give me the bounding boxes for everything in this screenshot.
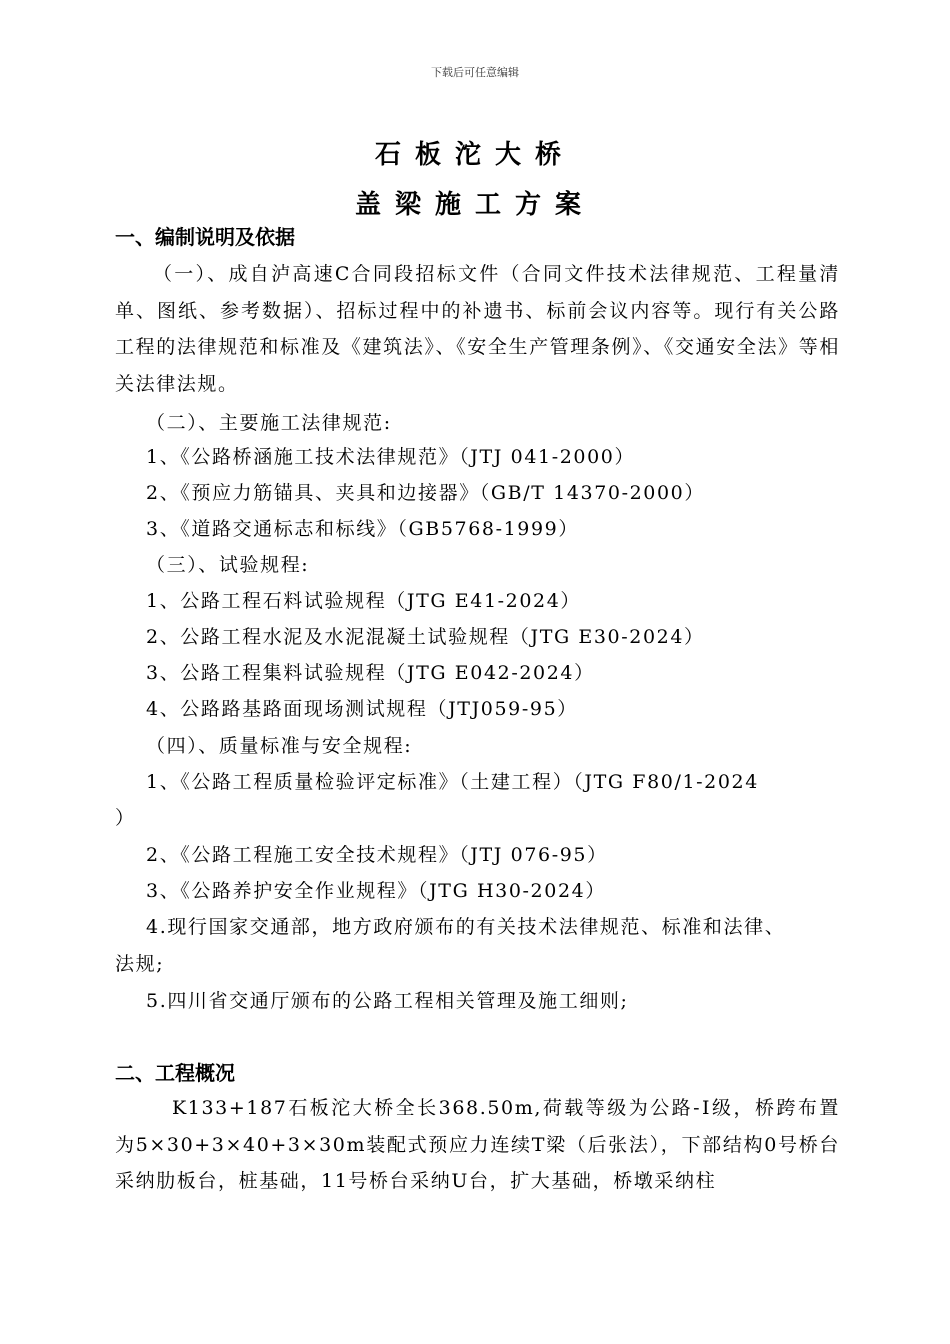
section1-heading: 一、编制说明及依据 — [115, 225, 295, 249]
sub4-title: （四）、质量标准与安全规程: — [146, 735, 413, 757]
sub4-item-2: 2、《公路工程施工安全技术规程》（JTJ 076-95） — [146, 844, 608, 866]
sub3-item-2: 2、公路工程水泥及水泥混凝土试验规程（JTG E30-2024） — [146, 626, 705, 648]
section1-intro-paragraph: （一）、成自泸高速C合同段招标文件（合同文件技术法律规范、工程量清单、图纸、参考数据）、招标过程中的补遗书、标前会议内容等。现行有关公路工程的法律规范和标准及《建筑法》、《安全生产管理条例》、《交通安全法》等相关法律法规。 — [115, 263, 840, 395]
sub3-item-1: 1、公路工程石料试验规程（JTG E41-2024） — [146, 590, 582, 612]
item-4-continued: 法规; — [115, 953, 165, 975]
item-4: 4.现行国家交通部，地方政府颁布的有关技术法律规范、标准和法律、 — [146, 916, 786, 938]
sub2-item-1: 1、《公路桥涵施工技术法律规范》（JTJ 041-2000） — [146, 446, 636, 468]
document-title: 石板沱大桥 — [374, 140, 575, 170]
sub2-item-2: 2、《预应力筋锚具、夹具和边接器》（GB/T 14370-2000） — [146, 482, 705, 504]
sub4-item-1: 1、《公路工程质量检验评定标准》（土建工程）（JTG F80/1-2024 — [146, 771, 759, 793]
sub2-item-3: 3、《道路交通标志和标线》（GB5768-1999） — [146, 518, 579, 540]
section2-heading: 二、工程概况 — [115, 1061, 235, 1085]
sub3-title: （三）、试验规程: — [146, 554, 310, 576]
document-subtitle: 盖梁施工方案 — [354, 190, 595, 220]
sub2-title: （二）、主要施工法律规范: — [146, 412, 392, 434]
header-note: 下载后可任意编辑 — [431, 66, 519, 79]
sub4-item-1-continued: ） — [115, 807, 136, 829]
sub3-item-4: 4、公路路基路面现场测试规程（JTJ059-95） — [146, 698, 578, 720]
section2-paragraph: K133+187石板沱大桥全长368.50m,荷载等级为公路-Ⅰ级，桥跨布置为5×30+3×40+3×30m装配式预应力连续T梁（后张法），下部结构0号桥台采纳肋板台，桩基础，11号桥台采纳U台，扩大基础，桥墩采纳柱 — [115, 1097, 840, 1192]
sub3-item-3: 3、公路工程集料试验规程（JTG E042-2024） — [146, 662, 595, 684]
sub4-item-3: 3、《公路养护安全作业规程》（JTG H30-2024） — [146, 880, 606, 902]
item-5: 5.四川省交通厅颁布的公路工程相关管理及施工细则; — [146, 990, 629, 1012]
